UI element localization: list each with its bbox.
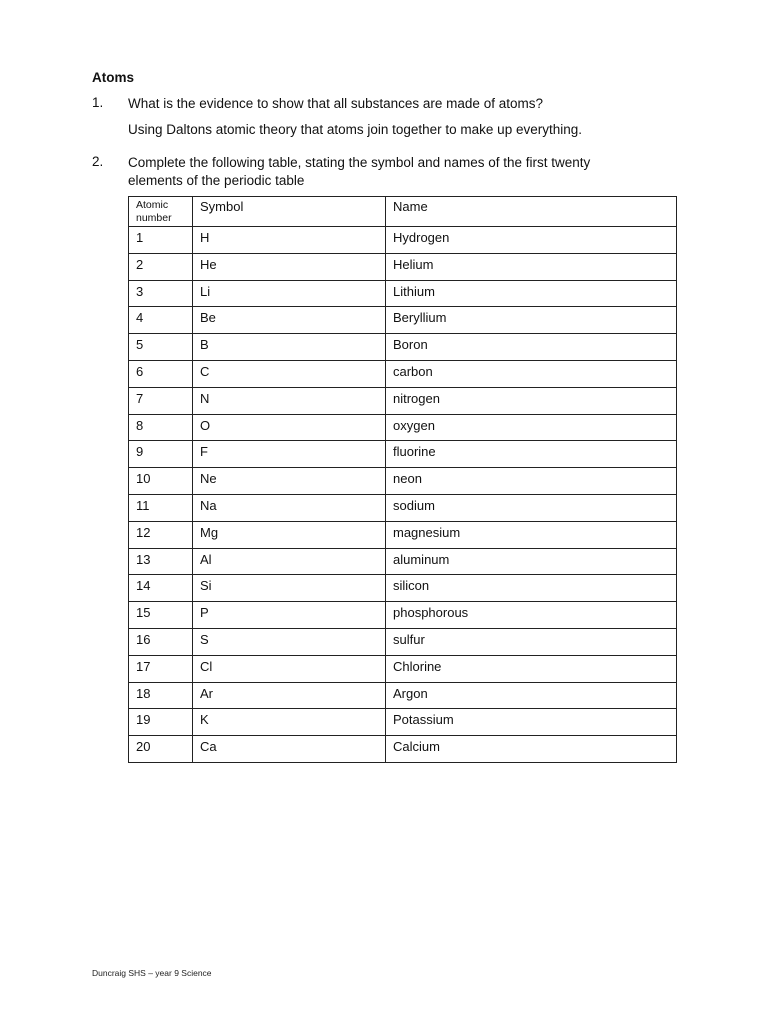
cell-name: phosphorous [386,602,677,629]
cell-symbol: Ar [193,682,386,709]
table-header-row [129,197,677,227]
cell-name: Hydrogen [386,227,677,254]
table-row [129,468,677,495]
cell-symbol: N [193,387,386,414]
cell-atomic-number: 18 [129,682,193,709]
table-row [129,360,677,387]
table-row [129,494,677,521]
table-row [129,709,677,736]
cell-atomic-number: 7 [129,387,193,414]
cell-symbol: Mg [193,521,386,548]
cell-name: carbon [386,360,677,387]
cell-name: fluorine [386,441,677,468]
cell-name: nitrogen [386,387,677,414]
question-2-text: Complete the following table, stating the symbol and names of the first twenty elements of the periodic table [128,155,591,188]
cell-symbol: C [193,360,386,387]
cell-symbol: Ca [193,736,386,763]
cell-name: sodium [386,494,677,521]
cell-atomic-number: 15 [129,602,193,629]
cell-name: Calcium [386,736,677,763]
question-1-number: 1. [92,95,104,110]
cell-atomic-number: 10 [129,468,193,495]
cell-name: Boron [386,334,677,361]
cell-symbol: Li [193,280,386,307]
page-footer: Duncraig SHS – year 9 Science [92,968,212,978]
table-row [129,628,677,655]
cell-symbol: Na [193,494,386,521]
cell-name: Lithium [386,280,677,307]
question-1-answer: Using Daltons atomic theory that atoms join together to make up everything. [128,122,582,137]
cell-symbol: P [193,602,386,629]
cell-symbol: Si [193,575,386,602]
cell-atomic-number: 20 [129,736,193,763]
cell-atomic-number: 16 [129,628,193,655]
cell-name: sulfur [386,628,677,655]
table-row [129,575,677,602]
question-2-number: 2. [92,154,104,169]
cell-symbol: Cl [193,655,386,682]
cell-name: neon [386,468,677,495]
cell-atomic-number: 9 [129,441,193,468]
cell-atomic-number: 14 [129,575,193,602]
table-row [129,280,677,307]
cell-atomic-number: 2 [129,253,193,280]
cell-symbol: Al [193,548,386,575]
cell-name: Chlorine [386,655,677,682]
table-row [129,602,677,629]
table-row [129,414,677,441]
cell-symbol: K [193,709,386,736]
table-row [129,736,677,763]
table-row [129,682,677,709]
table-row [129,655,677,682]
cell-atomic-number: 11 [129,494,193,521]
cell-atomic-number: 1 [129,227,193,254]
cell-name: Beryllium [386,307,677,334]
table-row [129,253,677,280]
cell-name: Argon [386,682,677,709]
table-row [129,227,677,254]
cell-atomic-number: 17 [129,655,193,682]
table-row [129,548,677,575]
cell-symbol: He [193,253,386,280]
cell-symbol: F [193,441,386,468]
elements-table [128,196,677,763]
cell-atomic-number: 19 [129,709,193,736]
table-row [129,334,677,361]
table-row [129,521,677,548]
page-title: Atoms [92,70,135,85]
header-atomic-number: Atomic number [129,197,193,227]
cell-symbol: O [193,414,386,441]
cell-name: aluminum [386,548,677,575]
cell-name: Helium [386,253,677,280]
cell-symbol: B [193,334,386,361]
header-name: Name [386,197,677,227]
cell-atomic-number: 4 [129,307,193,334]
cell-atomic-number: 13 [129,548,193,575]
table-row [129,387,677,414]
cell-name: silicon [386,575,677,602]
cell-symbol: Ne [193,468,386,495]
cell-symbol: S [193,628,386,655]
cell-atomic-number: 5 [129,334,193,361]
table-row [129,307,677,334]
cell-atomic-number: 8 [129,414,193,441]
cell-symbol: H [193,227,386,254]
cell-name: Potassium [386,709,677,736]
cell-atomic-number: 12 [129,521,193,548]
cell-name: oxygen [386,414,677,441]
header-symbol: Symbol [193,197,386,227]
question-1-text: What is the evidence to show that all substances are made of atoms? [128,96,543,111]
cell-atomic-number: 3 [129,280,193,307]
table-row [129,441,677,468]
cell-atomic-number: 6 [129,360,193,387]
cell-symbol: Be [193,307,386,334]
cell-name: magnesium [386,521,677,548]
